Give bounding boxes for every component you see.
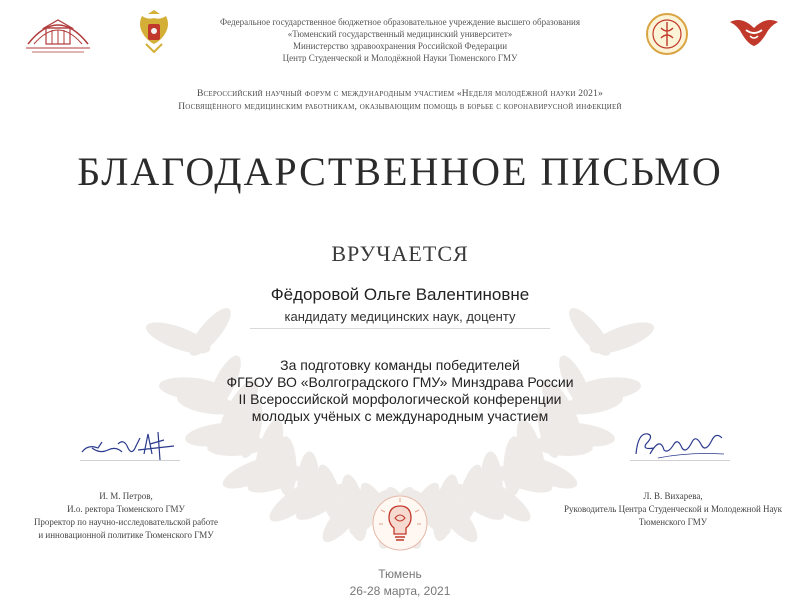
right-signer-name: Л. В. Вихарева, [643, 491, 703, 501]
reason-line-3: II Всероссийской морфологической конференции [238, 391, 562, 407]
header-line-2: «Тюменский государственный медицинский университет» [287, 29, 513, 39]
header-line-1: Федеральное государственное бюджетное образовательное учреждение высшего образования [220, 17, 580, 27]
header-line-4: Центр Студенческой и Молодёжной Науки Тюменского ГМУ [282, 53, 518, 63]
awarded-label: ВРУЧАЕТСЯ [331, 241, 469, 266]
forum-line-1: Всероссийский научный форум с международным участием «Неделя молодёжной науки 2021» [196, 89, 604, 99]
recipient-role: кандидату медицинских наук, доценту [250, 309, 550, 329]
certificate-title: БЛАГОДАРСТВЕННОЕ ПИСЬМО [77, 149, 723, 194]
footer [300, 566, 500, 600]
left-signer-position-3: и инновационной политике Тюменского ГМУ [38, 530, 214, 540]
right-signature [628, 424, 728, 464]
university-logo [22, 10, 94, 58]
forum-description [80, 88, 720, 114]
left-signer-position-1: И.о. ректора Тюменского ГМУ [67, 504, 185, 514]
reason-line-4: молодых учёных с международным участием [251, 408, 549, 424]
right-signer-position-1: Руководитель Центра Студенческой и Молодежной Наук [564, 504, 782, 514]
reason-line-2: ФГБОУ ВО «Волгоградского ГМУ» Минздрава России [226, 374, 574, 390]
coat-of-arms-icon [134, 10, 174, 54]
award-reason [150, 357, 650, 425]
science-center-emblem [645, 12, 689, 56]
issuer-header [200, 16, 600, 64]
forum-line-2: Посвящённого медицинским работникам, оказывающим помощь в борьбе с коронавирусной инфекцией [178, 102, 622, 112]
reason-line-1: За подготовку команды победителей [280, 357, 520, 373]
right-signature-line [630, 460, 730, 461]
youth-science-bulb-emblem [371, 494, 429, 552]
header-line-3: Министерство здравоохранения Российской Федерации [292, 41, 508, 51]
left-signature [78, 424, 178, 472]
medical-logo [724, 14, 784, 50]
right-signer-position-2: Тюменского ГМУ [638, 517, 708, 527]
right-signer-block [548, 490, 798, 529]
footer-city: Тюмень [378, 567, 422, 581]
left-signer-name: И. М. Петров, [99, 491, 153, 501]
left-signer-block [6, 490, 246, 542]
left-signature-line [80, 460, 180, 461]
recipient-name: Фёдоровой Ольге Валентиновне [270, 285, 530, 304]
left-signer-position-2: Проректор по научно-исследовательской работе [33, 517, 219, 527]
footer-dates: 26-28 марта, 2021 [349, 584, 451, 598]
